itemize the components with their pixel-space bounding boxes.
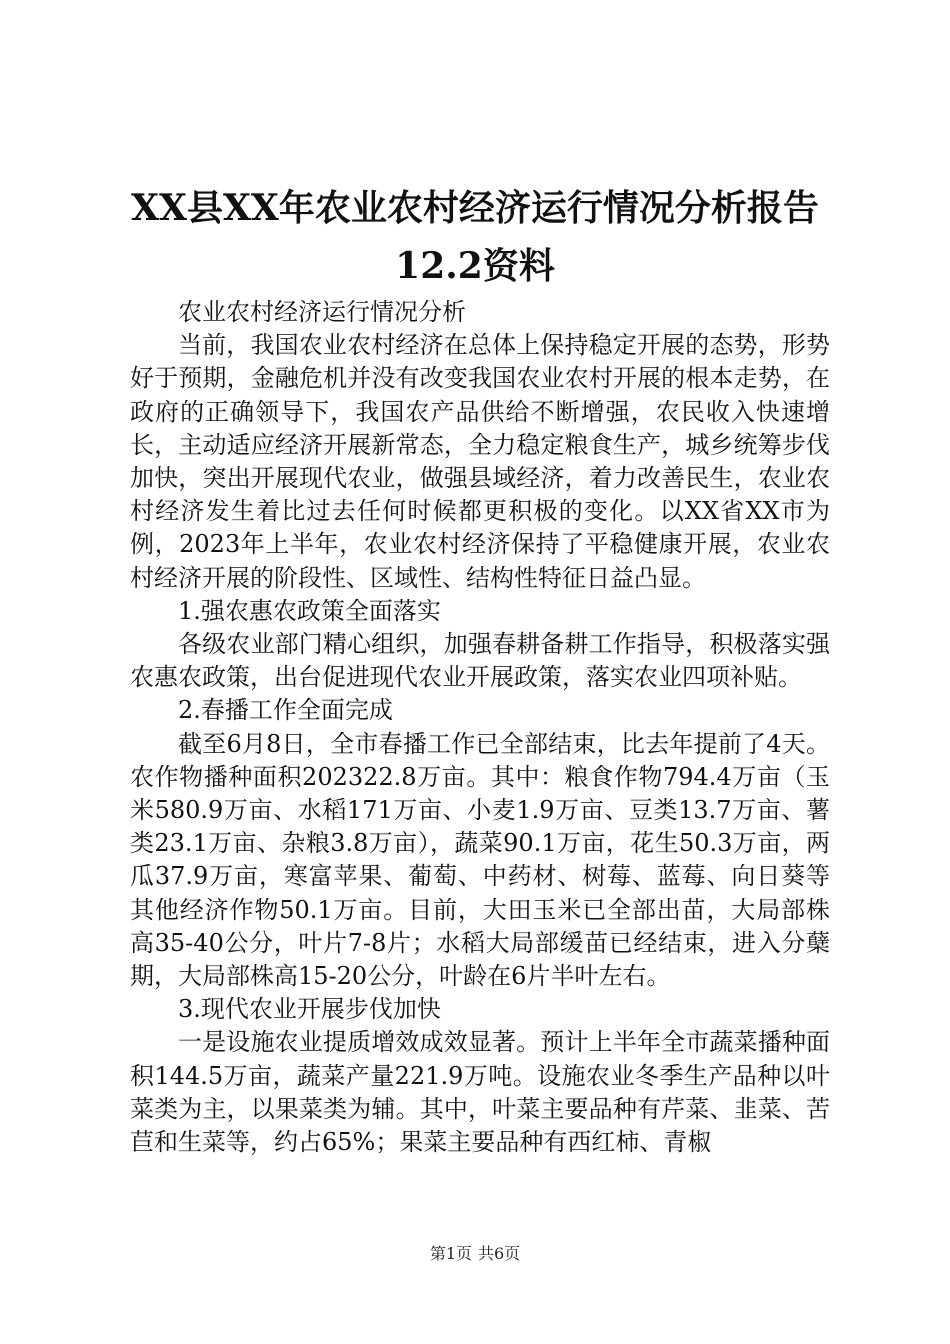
- page-total: 共6页: [478, 1244, 521, 1263]
- document-body: [130, 296, 830, 1159]
- paragraph: 截至6月8日，全市春播工作已全部结束，比去年提前了4天。农作物播种面积202322.8万亩。其中：粮食作物794.4万亩（玉米580.9万亩、水稻171万亩、小麦1.9万亩、豆类13.7万亩、薯类23.1万亩、杂粮3.8万亩），蔬菜90.1万亩，花生50.3万亩，两瓜37.9万亩，寒富苹果、葡萄、中药材、树莓、蓝莓、向日葵等其他经济作物50.1万亩。目前，大田玉米已全部出苗，大局部株高35-40公分，叶片7-8片；水稻大局部缓苗已经结束，进入分蘖期，大局部株高15-20公分，叶龄在6片半叶左右。: [130, 729, 830, 991]
- paragraph: 各级农业部门精心组织，加强春耕备耕工作指导，积极落实强农惠农政策，出台促进现代农业开展政策，落实农业四项补贴。: [130, 630, 830, 692]
- section-heading: 农业农村经济运行情况分析: [178, 298, 466, 326]
- page-title-line-1: XX县XX年农业农村经济运行情况分析报告: [131, 187, 819, 229]
- page-footer: [0, 1244, 950, 1264]
- section-heading: 3.现代农业开展步伐加快: [178, 995, 441, 1024]
- page-title-line-2: 12.2资料: [395, 245, 555, 287]
- section-heading: 1.强农惠农政策全面落实: [178, 596, 441, 625]
- page-number: 第1页: [429, 1244, 472, 1263]
- paragraph: 一是设施农业提质增效成效显著。预计上半年全市蔬菜播种面积144.5万亩，蔬菜产量221.9万吨。设施农业冬季生产品种以叶菜类为主，以果菜类为辅。其中，叶菜主要品种有芹菜、韭菜、苦苣和生菜等，约占65%；果菜主要品种有西红柿、青椒: [130, 1028, 830, 1157]
- paragraph: 当前，我国农业农村经济在总体上保持稳定开展的态势，形势好于预期，金融危机并没有改变我国农业农村开展的根本走势，在政府的正确领导下，我国农产品供给不断增强，农民收入快速增长，主动适应经济开展新常态，全力稳定粮食生产，城乡统筹步伐加快，突出开展现代农业，做强县域经济，着力改善民生，农业农村经济发生着比过去任何时候都更积极的变化。以XX省XX市为例，2023年上半年，农业农村经济保持了平稳健康开展，农业农村经济开展的阶段性、区域性、结构性特征日益凸显。: [130, 331, 830, 592]
- section-heading: 2.春播工作全面完成: [178, 696, 393, 725]
